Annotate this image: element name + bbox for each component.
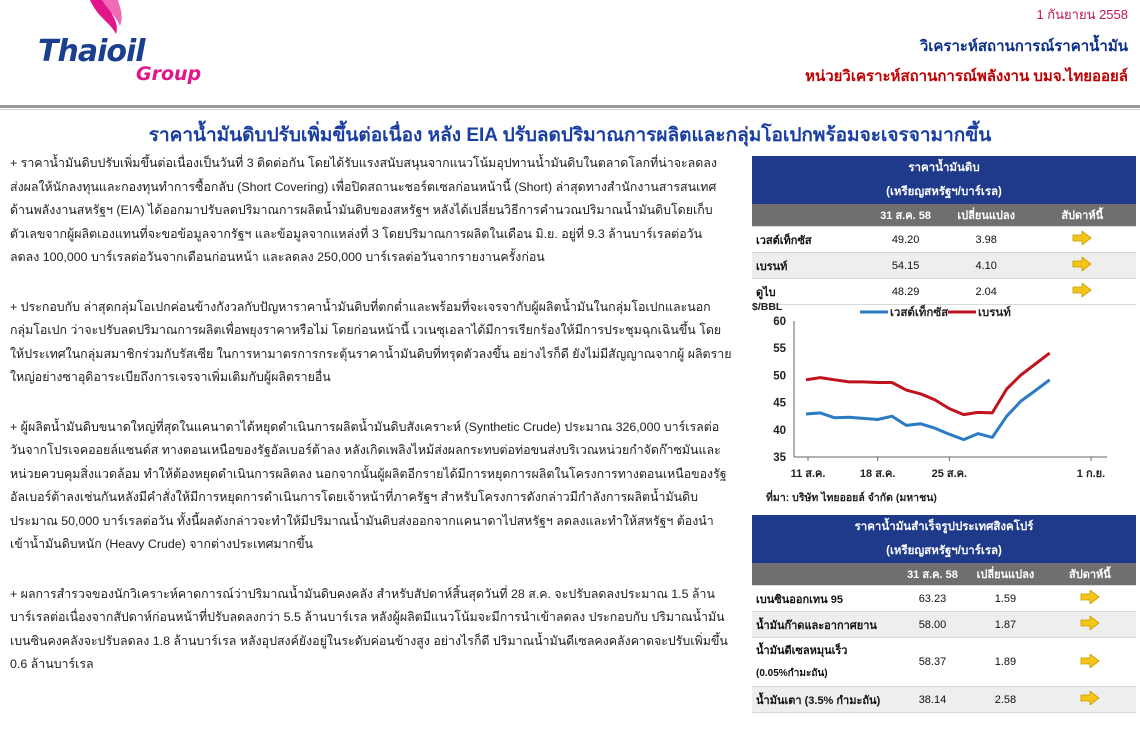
series-line xyxy=(806,380,1050,440)
y-tick-label: 40 xyxy=(773,424,786,437)
row-value: 58.00 xyxy=(898,612,967,638)
col-change: เปลี่ยนแปลง xyxy=(944,204,1028,227)
crude-price-table xyxy=(752,156,1136,305)
table-row xyxy=(752,227,1136,253)
header-divider-thin xyxy=(0,109,1140,110)
logo-group-text: Group xyxy=(136,63,202,85)
row-value: 63.23 xyxy=(898,586,967,612)
thaioil-logo xyxy=(18,0,208,95)
arrow-right-icon xyxy=(1072,283,1092,297)
col-week: สัปดาห์นี้ xyxy=(1044,563,1136,586)
article-paragraph: + ผู้ผลิตน้ำมันดิบขนาดใหญ่ที่สุดในแคนาดาได้หยุดดำเนินการผลิตน้ำมันดิบสังเคราะห์ (Synthetic Crude) ประมาณ 326,000 บาร์เรลต่อวันจากโปรเจคออยล์แซนด์ส ทางตอนเหนือของรัฐอัลเบอร์ต้าลง หลังเกิดเพลิงไหม้ส่งผลกระทบต่อท่อขนส่งบริเวณหน่วยกำจัดก๊าซมันและหน่วยควบคุมสิ่งแวดล้อม ทำให้ต้องหยุดดำเนินการผลิตลง นอกจากนั้นผู้ผลิตอีกรายได้มีการหยุดการผลิตในโครงการทางตอนเหนือของรัฐอัลเบอร์ต้าลงเช่นกันหลังมีคำสั่งให้มีการหยุดการดำเนินการโดยเจ้าหน้าที่ภาครัฐฯ สำหรับโครงการดังกล่าวมีกำลังการผลิตน้ำมันดิบ ประมาณ 50,000 บาร์เรลต่อวัน ทั้งนี้ผลดังกล่าวจะทำให้มีปริมาณน้ำมันดิบส่งออกจากแคนาดาไปสหรัฐฯ ลดลงและทำให้สหรัฐฯ ต้องนำเข้าน้ำมันดิบหนัก (Heavy Crude) จากต่างประเทศมากขึ้น xyxy=(10,419,727,551)
y-tick-label: 50 xyxy=(773,370,786,383)
legend-label: เบรนท์ xyxy=(978,307,1011,319)
row-change: 4.10 xyxy=(944,253,1028,279)
row-change: 1.89 xyxy=(967,638,1044,687)
col-week: สัปดาห์นี้ xyxy=(1028,204,1136,227)
row-change: 2.58 xyxy=(967,687,1044,713)
report-title: วิเคราะห์สถานการณ์ราคาน้ำมัน xyxy=(919,38,1128,55)
row-name: เวสต์เท็กซัส xyxy=(752,227,867,253)
y-tick-label: 45 xyxy=(773,397,786,410)
row-value: 58.37 xyxy=(898,638,967,687)
headline: ราคาน้ำมันดิบปรับเพิ่มขึ้นต่อเนื่อง หลัง EIA ปรับลดปริมาณการผลิตและกลุ่มโอเปกพร้อมจะเจรจามากขึ้น xyxy=(148,125,992,146)
product-price-panel xyxy=(752,515,1136,713)
logo-wordmark: Thaioil xyxy=(38,34,145,69)
header-blank xyxy=(752,563,898,586)
product-price-table xyxy=(752,515,1136,713)
article-body xyxy=(10,152,732,703)
table-row xyxy=(752,687,1136,713)
row-change: 2.04 xyxy=(944,279,1028,305)
row-name-line1: น้ำมันดีเซลหมุนเร็ว xyxy=(756,644,848,657)
report-date: 1 กันยายน 2558 xyxy=(1036,7,1128,22)
row-name: ดูไบ xyxy=(752,279,867,305)
article-paragraph: + ประกอบกับ ล่าสุดกลุ่มโอเปกค่อนข้างกังวลกับปัญหาราคาน้ำมันดิบที่ตกต่ำและพร้อมที่จะเจรจากับผู้ผลิตน้ำมันในกลุ่มโอเปกและนอกกลุ่มโอเปก ว่าจะปรับลดปริมาณการผลิตเพื่อพยุงราคาหรือไม่ โดยก่อนหน้านี้ เวเนซุเอลาได้มีการเรียกร้องให้มีการประชุมฉุกเฉินขึ้น โดยให้ประเทศในกลุ่มสมาชิกร่วมกับรัสเซีย ในการหามาตรการกระตุ้นราคาน้ำมันดิบที่ทรุดตัวลงขึ้น อย่างไรก็ดี ยังไม่มีสัญญาณจากผู้ ผลิตรายใหญ่อย่างซาอุดิอาระเบียถึงการเจรจาเพิ่มเติมกับผู้ผลิตรายอื่น xyxy=(10,299,732,384)
crude-table-title: ราคาน้ำมันดิบ xyxy=(752,156,1136,180)
article-paragraph: + ราคาน้ำมันดิบปรับเพิ่มขึ้นต่อเนื่องเป็นวันที่ 3 ติดต่อกัน โดยได้รับแรงสนับสนุนจากแนวโน้มอุปทานน้ำมันดิบในตลาดโลกที่น่าจะลดลง ส่งผลให้นักลงทุนและกองทุนทำการซื้อกลับ (Short Covering) เพื่อปิดสถานะชอร์ตเซลก่อนหน้านี้ (Short) ล่าสุดทางสำนักงานสารสนเทศด้านพลังงานสหรัฐฯ (EIA) ได้ออกมาปรับลดปริมาณการผลิตน้ำมันดิบของสหรัฐฯ หลังได้เปลี่ยนวิธีการคำนวณปริมาณน้ำมันดิบโดยเก็บตัวเลขจากผู้ผลิตเองแทนที่จะขอข้อมูลจากรัฐฯ และข้อมูลจากแหล่งที่ 3 โดยปริมาณการผลิตในเดือน มิ.ย. อยู่ที่ 9.3 ล้านบาร์เรลต่อวัน ลดลง 100,000 บาร์เรลต่อวันจากเดือนก่อนหน้า และลดลง 250,000 บาร์เรลต่อวันจากรายงานครั้งก่อน xyxy=(10,156,717,264)
chart-source: ที่มา: บริษัท ไทยออยล์ จำกัด (มหาชน) xyxy=(766,492,937,504)
row-value: 49.20 xyxy=(867,227,944,253)
y-tick-label: 55 xyxy=(773,343,786,356)
table-row xyxy=(752,253,1136,279)
crude-table-subtitle: (เหรียญสหรัฐฯ/บาร์เรล) xyxy=(752,180,1136,204)
x-tick-label: 1 ก.ย. xyxy=(1076,468,1106,480)
row-value: 38.14 xyxy=(898,687,967,713)
arrow-right-icon xyxy=(1080,616,1100,630)
col-change: เปลี่ยนแปลง xyxy=(967,563,1044,586)
row-name: น้ำมันก๊าดและอากาศยาน xyxy=(752,612,898,638)
legend-label: เวสต์เท็กซัส xyxy=(890,307,949,319)
article-paragraph: + ผลการสำรวจของนักวิเคราะห์คาดการณ์ว่าปริมาณน้ำมันดิบคงคลัง สำหรับสัปดาห์สิ้นสุดวันที่ 28 ส.ค. จะปรับลดลงประมาณ 1.5 ล้านบาร์เรลต่อเนื่องจากสัปดาห์ก่อนหน้าที่ปรับลดลงกว่า 5.5 ล้านบาร์เรล หลังผู้ผลิตมีแนวโน้มจะมีการนำเข้าลดลง ประกอบกับ ปริมาณน้ำมันเบนซินคงคลังจะปรับลดลง 1.8 ล้านบาร์เรล หลังอุปสงค์ยังอยู่ในระดับค่อนข้างสูง อย่างไรก็ดี ปริมาณน้ำมันดีเซลคงคลังคาดจะปรับเพิ่มขึ้น 0.6 ล้านบาร์เรล xyxy=(10,586,728,671)
arrow-right-icon xyxy=(1080,654,1100,668)
y-tick-label: 35 xyxy=(773,452,786,464)
row-name: เบนซินออกเทน 95 xyxy=(752,586,898,612)
arrow-right-icon xyxy=(1072,231,1092,245)
header-divider xyxy=(0,105,1140,108)
product-table-subtitle: (เหรียญสหรัฐฯ/บาร์เรล) xyxy=(752,539,1136,563)
row-change: 1.59 xyxy=(967,586,1044,612)
report-unit: หน่วยวิเคราะห์สถานการณ์พลังงาน บมจ.ไทยออยล์ xyxy=(805,68,1128,85)
table-row xyxy=(752,612,1136,638)
row-change: 1.87 xyxy=(967,612,1044,638)
row-name: เบรนท์ xyxy=(752,253,867,279)
header-blank xyxy=(752,204,867,227)
arrow-right-icon xyxy=(1072,257,1092,271)
row-name: น้ำมันเตา (3.5% กำมะถัน) xyxy=(752,687,898,713)
arrow-right-icon xyxy=(1080,691,1100,705)
chart-svg xyxy=(752,297,1136,507)
table-row xyxy=(752,586,1136,612)
crude-price-panel xyxy=(752,156,1136,305)
x-tick-label: 18 ส.ค. xyxy=(859,468,896,480)
x-tick-label: 11 ส.ค. xyxy=(790,468,826,480)
y-tick-label: 60 xyxy=(773,316,786,328)
product-table-title: ราคาน้ำมันสำเร็จรูปประเทศสิงคโปร์ xyxy=(752,515,1136,539)
row-change: 3.98 xyxy=(944,227,1028,253)
arrow-right-icon xyxy=(1080,590,1100,604)
series-line xyxy=(806,353,1050,415)
row-name-line2: (0.05%กำมะถัน) xyxy=(756,667,828,679)
x-tick-label: 25 ส.ค. xyxy=(931,468,968,480)
row-value: 48.29 xyxy=(867,279,944,305)
row-name xyxy=(752,638,898,687)
row-value: 54.15 xyxy=(867,253,944,279)
col-date: 31 ส.ค. 58 xyxy=(867,204,944,227)
table-row xyxy=(752,638,1136,687)
col-date: 31 ส.ค. 58 xyxy=(898,563,967,586)
crude-price-chart xyxy=(752,297,1136,507)
y-axis-label: $/BBL xyxy=(752,301,783,313)
